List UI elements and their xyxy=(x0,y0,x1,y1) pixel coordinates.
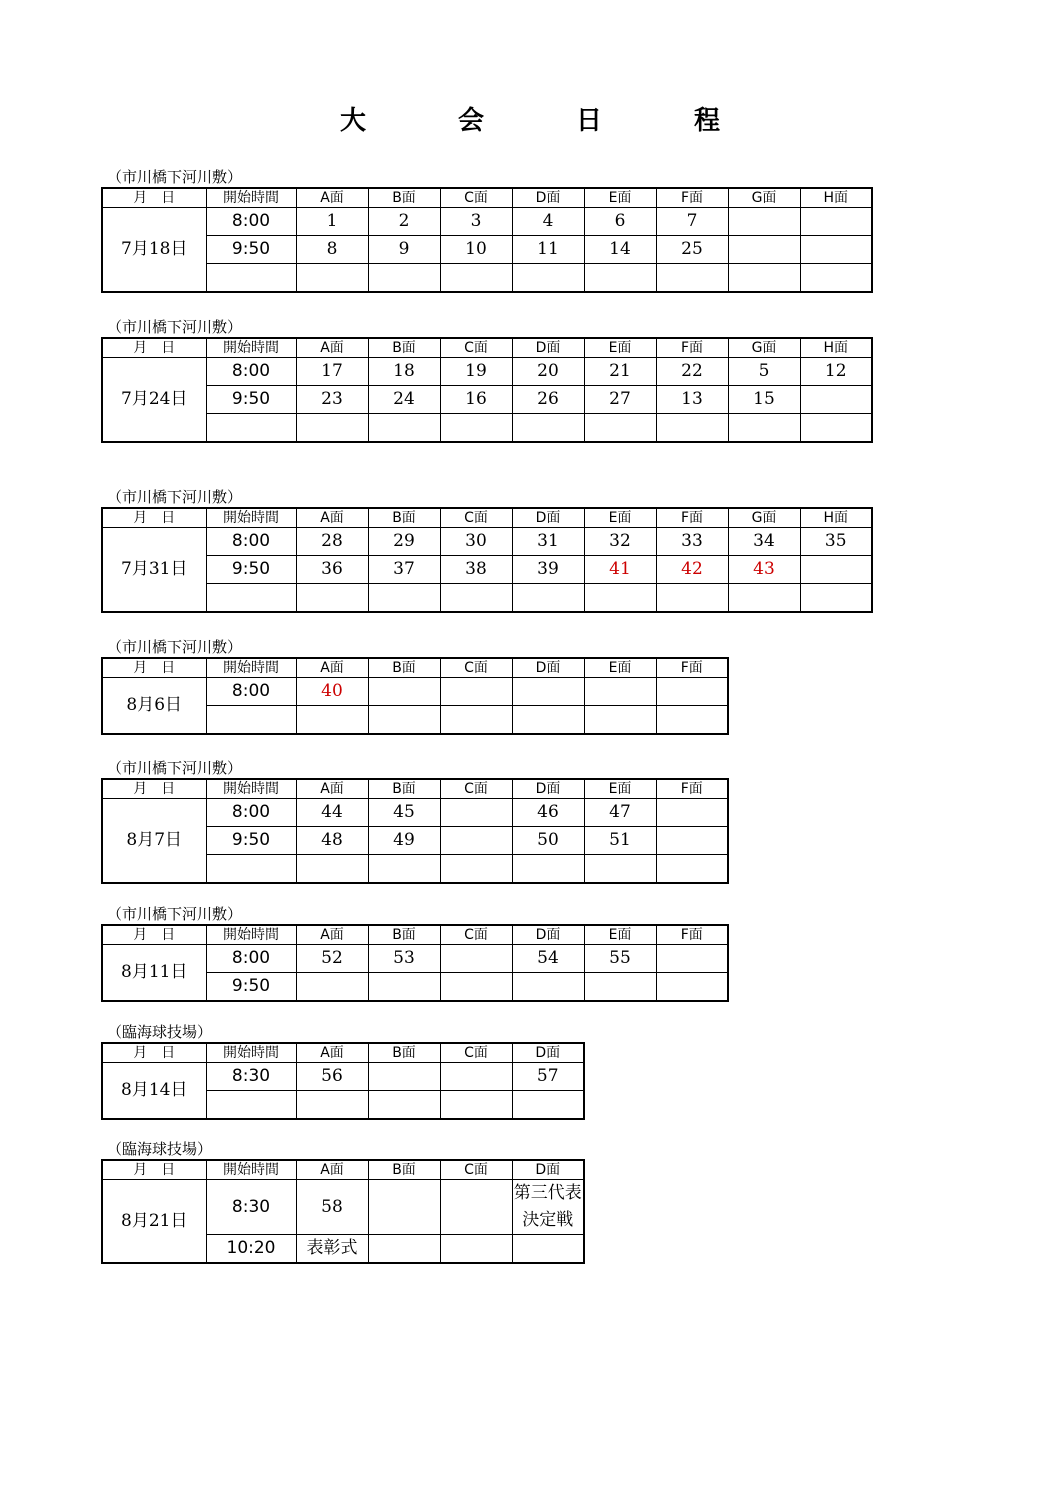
match-cell xyxy=(440,706,512,735)
match-cell xyxy=(368,1063,440,1091)
match-cell xyxy=(728,414,800,443)
match-cell xyxy=(440,799,512,827)
schedule-section xyxy=(101,1022,585,1120)
match-cell xyxy=(584,584,656,613)
title-char: 日 xyxy=(576,106,603,136)
match-cell xyxy=(584,264,656,293)
court-header: F面 xyxy=(656,658,728,678)
court-header: F面 xyxy=(656,779,728,799)
date-cell: 8月14日 xyxy=(102,1063,206,1120)
court-header: A面 xyxy=(296,508,368,528)
start-time-cell: 8:00 xyxy=(206,678,296,706)
match-cell: 14 xyxy=(584,236,656,264)
court-header: F面 xyxy=(656,188,728,208)
court-header: B面 xyxy=(368,1043,440,1063)
date-cell: 8月11日 xyxy=(102,945,206,1002)
schedule-section xyxy=(101,317,873,443)
court-header: A面 xyxy=(296,1043,368,1063)
match-cell: 13 xyxy=(656,386,728,414)
schedule-section xyxy=(101,167,873,293)
match-cell xyxy=(296,414,368,443)
start-time-cell xyxy=(206,706,296,735)
match-cell xyxy=(368,1235,440,1264)
match-cell xyxy=(440,414,512,443)
court-header: C面 xyxy=(440,658,512,678)
court-header: A面 xyxy=(296,1160,368,1180)
court-header: G面 xyxy=(728,188,800,208)
start-time-cell: 8:30 xyxy=(206,1063,296,1091)
court-header: E面 xyxy=(584,508,656,528)
match-cell xyxy=(728,236,800,264)
start-time-cell xyxy=(206,414,296,443)
date-cell: 8月21日 xyxy=(102,1180,206,1264)
schedule-table xyxy=(101,1042,585,1120)
match-cell xyxy=(368,1180,440,1235)
date-cell: 7月18日 xyxy=(102,208,206,293)
date-header: 月 日 xyxy=(102,779,206,799)
match-cell: 26 xyxy=(512,386,584,414)
table-row xyxy=(102,208,872,236)
venue-label: （市川橋下河川敷） xyxy=(107,638,243,656)
header-row xyxy=(102,779,728,799)
header-row xyxy=(102,508,872,528)
match-cell xyxy=(728,264,800,293)
court-header: B面 xyxy=(368,188,440,208)
table-row xyxy=(102,528,872,556)
court-header: D面 xyxy=(512,1160,584,1180)
start-time-header: 開始時間 xyxy=(206,658,296,678)
match-cell xyxy=(296,973,368,1002)
match-cell: 50 xyxy=(512,827,584,855)
start-time-header: 開始時間 xyxy=(206,925,296,945)
match-cell: 31 xyxy=(512,528,584,556)
match-cell: 40 xyxy=(296,678,368,706)
start-time-cell xyxy=(206,584,296,613)
start-time-header: 開始時間 xyxy=(206,779,296,799)
match-cell: 51 xyxy=(584,827,656,855)
date-cell: 7月24日 xyxy=(102,358,206,443)
court-header: F面 xyxy=(656,508,728,528)
date-header: 月 日 xyxy=(102,338,206,358)
match-cell: 4 xyxy=(512,208,584,236)
match-cell: 18 xyxy=(368,358,440,386)
match-cell: 52 xyxy=(296,945,368,973)
table-row xyxy=(102,236,872,264)
match-cell: 1 xyxy=(296,208,368,236)
schedule-table xyxy=(101,337,873,443)
match-cell xyxy=(368,414,440,443)
match-cell xyxy=(296,706,368,735)
court-header: C面 xyxy=(440,1160,512,1180)
match-cell xyxy=(368,264,440,293)
match-cell: 36 xyxy=(296,556,368,584)
match-cell xyxy=(656,264,728,293)
schedule-table xyxy=(101,657,729,735)
court-header: A面 xyxy=(296,779,368,799)
match-cell: 7 xyxy=(656,208,728,236)
start-time-header: 開始時間 xyxy=(206,1160,296,1180)
match-cell xyxy=(440,584,512,613)
table-row xyxy=(102,945,728,973)
date-header: 月 日 xyxy=(102,188,206,208)
table-row xyxy=(102,1180,584,1235)
court-header: D面 xyxy=(512,338,584,358)
match-cell: 56 xyxy=(296,1063,368,1091)
table-row xyxy=(102,799,728,827)
match-cell xyxy=(512,584,584,613)
match-cell: 35 xyxy=(800,528,872,556)
match-cell xyxy=(800,584,872,613)
date-cell: 8月6日 xyxy=(102,678,206,735)
match-cell xyxy=(800,414,872,443)
venue-label: （臨海球技場） xyxy=(107,1023,213,1041)
match-cell xyxy=(368,584,440,613)
schedule-table xyxy=(101,778,729,884)
start-time-cell xyxy=(206,1091,296,1120)
start-time-header: 開始時間 xyxy=(206,338,296,358)
match-cell: 47 xyxy=(584,799,656,827)
court-header: F面 xyxy=(656,925,728,945)
match-cell xyxy=(296,264,368,293)
court-header: C面 xyxy=(440,508,512,528)
match-cell: 53 xyxy=(368,945,440,973)
start-time-cell: 8:00 xyxy=(206,799,296,827)
start-time-cell: 9:50 xyxy=(206,827,296,855)
match-cell xyxy=(512,706,584,735)
match-cell: 15 xyxy=(728,386,800,414)
date-header: 月 日 xyxy=(102,658,206,678)
table-row xyxy=(102,414,872,443)
match-cell: 12 xyxy=(800,358,872,386)
match-cell xyxy=(368,855,440,884)
match-cell xyxy=(656,945,728,973)
match-cell xyxy=(440,678,512,706)
match-cell xyxy=(584,855,656,884)
court-header: A面 xyxy=(296,658,368,678)
start-time-cell: 8:00 xyxy=(206,945,296,973)
court-header: E面 xyxy=(584,338,656,358)
match-cell: 10 xyxy=(440,236,512,264)
start-time-cell: 8:00 xyxy=(206,358,296,386)
date-header: 月 日 xyxy=(102,925,206,945)
schedule-table xyxy=(101,924,729,1002)
match-cell: 表彰式 xyxy=(296,1235,368,1264)
court-header: B面 xyxy=(368,1160,440,1180)
start-time-cell xyxy=(206,264,296,293)
court-header: D面 xyxy=(512,188,584,208)
match-cell: 28 xyxy=(296,528,368,556)
schedule-section xyxy=(101,758,729,884)
match-cell xyxy=(512,855,584,884)
start-time-header: 開始時間 xyxy=(206,188,296,208)
court-header: B面 xyxy=(368,779,440,799)
match-cell: 54 xyxy=(512,945,584,973)
start-time-cell xyxy=(206,855,296,884)
court-header: E面 xyxy=(584,779,656,799)
match-cell xyxy=(512,264,584,293)
match-cell xyxy=(656,799,728,827)
header-row xyxy=(102,658,728,678)
court-header: B面 xyxy=(368,508,440,528)
schedule-table xyxy=(101,507,873,613)
title-char: 大 xyxy=(340,106,367,136)
match-cell: 48 xyxy=(296,827,368,855)
schedule-section xyxy=(101,1139,585,1264)
match-cell: 8 xyxy=(296,236,368,264)
match-cell: 16 xyxy=(440,386,512,414)
match-cell xyxy=(584,414,656,443)
court-header: E面 xyxy=(584,658,656,678)
start-time-header: 開始時間 xyxy=(206,508,296,528)
table-row xyxy=(102,386,872,414)
court-header: D面 xyxy=(512,658,584,678)
court-header: D面 xyxy=(512,508,584,528)
court-header: E面 xyxy=(584,925,656,945)
match-cell: 45 xyxy=(368,799,440,827)
venue-label: （市川橋下河川敷） xyxy=(107,905,243,923)
header-row xyxy=(102,338,872,358)
title-char: 会 xyxy=(458,106,485,136)
match-cell: 11 xyxy=(512,236,584,264)
venue-label: （市川橋下河川敷） xyxy=(107,759,243,777)
match-cell: 55 xyxy=(584,945,656,973)
match-cell xyxy=(656,827,728,855)
match-cell: 30 xyxy=(440,528,512,556)
match-cell: 21 xyxy=(584,358,656,386)
schedule-section xyxy=(101,904,729,1002)
match-cell xyxy=(440,1091,512,1120)
start-time-header: 開始時間 xyxy=(206,1043,296,1063)
match-cell: 29 xyxy=(368,528,440,556)
match-cell xyxy=(512,1235,584,1264)
court-header: B面 xyxy=(368,925,440,945)
court-header: H面 xyxy=(800,188,872,208)
match-cell xyxy=(728,208,800,236)
match-cell: 32 xyxy=(584,528,656,556)
match-cell xyxy=(512,414,584,443)
match-cell: 49 xyxy=(368,827,440,855)
court-header: C面 xyxy=(440,188,512,208)
match-cell: 58 xyxy=(296,1180,368,1235)
match-cell: 23 xyxy=(296,386,368,414)
match-cell xyxy=(656,584,728,613)
match-cell: 34 xyxy=(728,528,800,556)
court-header: C面 xyxy=(440,1043,512,1063)
schedule-table xyxy=(101,1159,585,1264)
date-cell: 8月7日 xyxy=(102,799,206,884)
start-time-cell: 8:00 xyxy=(206,528,296,556)
venue-label: （市川橋下河川敷） xyxy=(107,168,243,186)
court-header: A面 xyxy=(296,338,368,358)
table-row xyxy=(102,584,872,613)
match-cell xyxy=(800,556,872,584)
start-time-cell: 9:50 xyxy=(206,386,296,414)
court-header: C面 xyxy=(440,925,512,945)
match-cell: 25 xyxy=(656,236,728,264)
match-cell: 44 xyxy=(296,799,368,827)
schedule-section xyxy=(101,487,873,613)
match-cell: 24 xyxy=(368,386,440,414)
header-row xyxy=(102,1160,584,1180)
match-cell xyxy=(800,264,872,293)
match-cell: 57 xyxy=(512,1063,584,1091)
match-cell xyxy=(656,855,728,884)
match-cell: 20 xyxy=(512,358,584,386)
match-cell xyxy=(440,264,512,293)
match-cell: 39 xyxy=(512,556,584,584)
title-char: 程 xyxy=(694,106,721,136)
table-row xyxy=(102,264,872,293)
match-cell xyxy=(800,236,872,264)
court-header: H面 xyxy=(800,508,872,528)
match-cell: 27 xyxy=(584,386,656,414)
court-header: B面 xyxy=(368,338,440,358)
start-time-cell: 8:30 xyxy=(206,1180,296,1235)
schedule-section xyxy=(101,637,729,735)
match-cell xyxy=(512,973,584,1002)
court-header: C面 xyxy=(440,338,512,358)
match-cell xyxy=(800,208,872,236)
venue-label: （臨海球技場） xyxy=(107,1140,213,1158)
match-cell xyxy=(656,414,728,443)
match-cell: 42 xyxy=(656,556,728,584)
match-cell xyxy=(512,1091,584,1120)
match-cell: 5 xyxy=(728,358,800,386)
header-row xyxy=(102,1043,584,1063)
court-header: D面 xyxy=(512,925,584,945)
match-cell: 3 xyxy=(440,208,512,236)
match-cell: 17 xyxy=(296,358,368,386)
match-cell: 38 xyxy=(440,556,512,584)
court-header: A面 xyxy=(296,925,368,945)
match-cell xyxy=(368,678,440,706)
court-header: C面 xyxy=(440,779,512,799)
court-header: D面 xyxy=(512,779,584,799)
match-cell: 9 xyxy=(368,236,440,264)
match-cell xyxy=(656,973,728,1002)
match-cell xyxy=(728,584,800,613)
start-time-cell: 8:00 xyxy=(206,208,296,236)
start-time-cell: 9:50 xyxy=(206,973,296,1002)
match-cell xyxy=(800,386,872,414)
court-header: G面 xyxy=(728,338,800,358)
match-cell xyxy=(296,855,368,884)
match-cell xyxy=(296,1091,368,1120)
page-title xyxy=(340,100,812,137)
court-header: H面 xyxy=(800,338,872,358)
match-cell xyxy=(440,1180,512,1235)
court-header: E面 xyxy=(584,188,656,208)
match-cell xyxy=(656,678,728,706)
match-cell: 19 xyxy=(440,358,512,386)
venue-label: （市川橋下河川敷） xyxy=(107,318,243,336)
schedule-table xyxy=(101,187,873,293)
date-header: 月 日 xyxy=(102,1160,206,1180)
match-cell xyxy=(440,973,512,1002)
match-cell xyxy=(368,1091,440,1120)
match-cell: 41 xyxy=(584,556,656,584)
start-time-cell: 10:20 xyxy=(206,1235,296,1264)
match-cell xyxy=(584,973,656,1002)
match-cell xyxy=(368,706,440,735)
header-row xyxy=(102,925,728,945)
court-header: D面 xyxy=(512,1043,584,1063)
table-row xyxy=(102,1063,584,1091)
match-cell: 22 xyxy=(656,358,728,386)
match-cell xyxy=(440,1063,512,1091)
venue-label: （市川橋下河川敷） xyxy=(107,488,243,506)
start-time-cell: 9:50 xyxy=(206,236,296,264)
match-cell xyxy=(512,678,584,706)
match-cell xyxy=(656,706,728,735)
court-header: B面 xyxy=(368,658,440,678)
match-cell xyxy=(296,584,368,613)
date-header: 月 日 xyxy=(102,1043,206,1063)
match-cell xyxy=(440,855,512,884)
court-header: F面 xyxy=(656,338,728,358)
match-cell: 33 xyxy=(656,528,728,556)
date-cell: 7月31日 xyxy=(102,528,206,613)
match-cell: 第三代表 決定戦 xyxy=(512,1180,584,1235)
date-header: 月 日 xyxy=(102,508,206,528)
match-cell: 46 xyxy=(512,799,584,827)
table-row xyxy=(102,678,728,706)
table-row xyxy=(102,358,872,386)
court-header: A面 xyxy=(296,188,368,208)
match-cell: 37 xyxy=(368,556,440,584)
start-time-cell: 9:50 xyxy=(206,556,296,584)
match-cell: 2 xyxy=(368,208,440,236)
header-row xyxy=(102,188,872,208)
match-cell xyxy=(440,827,512,855)
match-cell: 43 xyxy=(728,556,800,584)
match-cell xyxy=(440,1235,512,1264)
match-cell xyxy=(584,706,656,735)
match-cell xyxy=(440,945,512,973)
match-cell xyxy=(584,678,656,706)
table-row xyxy=(102,556,872,584)
match-cell xyxy=(368,973,440,1002)
court-header: G面 xyxy=(728,508,800,528)
match-cell: 6 xyxy=(584,208,656,236)
